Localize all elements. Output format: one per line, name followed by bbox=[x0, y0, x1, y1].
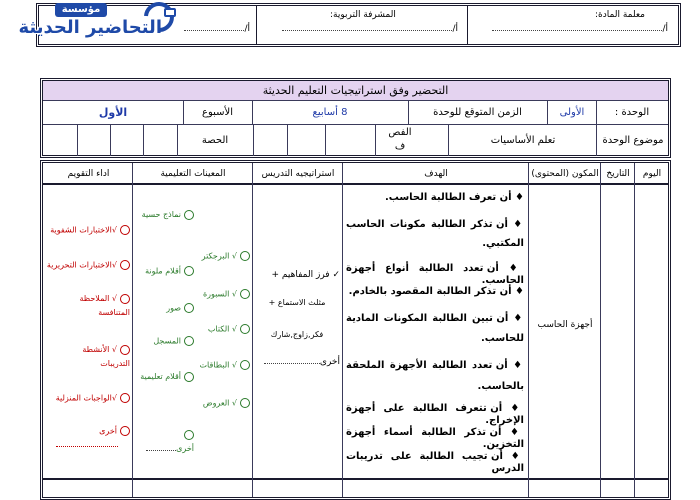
goal-item: ♦ أن تذكر الطالبة مكونات الحاسب المكتبي. bbox=[346, 219, 524, 249]
checkbox-icon[interactable] bbox=[240, 251, 250, 261]
aid-item: √ العروض bbox=[196, 398, 250, 408]
goal-item: ♦ أن تبين الطالبة المكونات المادية للحاسب. bbox=[346, 313, 525, 344]
info-row2-div7 bbox=[177, 125, 178, 156]
checkbox-icon[interactable] bbox=[240, 398, 250, 408]
third-sign: أ/ bbox=[175, 24, 250, 34]
time-value: 8 أسابيع bbox=[312, 107, 348, 118]
strategy-other: أخرى bbox=[258, 357, 340, 367]
strategy-item: ✓ فرز المفاهيم + bbox=[271, 270, 340, 280]
goal-item: ♦ أن تعدد الطالبة الأجهزة الملحقة بالحاسب. bbox=[346, 360, 524, 392]
teacher-sign: أ/ bbox=[478, 24, 668, 34]
unit-label: الوحدة : bbox=[614, 107, 650, 118]
logo-icon bbox=[140, 2, 178, 34]
info-row2-div1 bbox=[596, 125, 597, 156]
assessment-item: √الواجبات المنزلية bbox=[46, 393, 130, 403]
aid-item: أخرى bbox=[140, 428, 194, 456]
checkbox-icon[interactable] bbox=[240, 289, 250, 299]
aid-item: نماذج حسية bbox=[140, 208, 194, 222]
checkbox-icon[interactable] bbox=[184, 372, 194, 382]
goal-item: ♦ أن تعرف الطالبة الحاسب. bbox=[384, 192, 524, 203]
info-row2-div8 bbox=[143, 125, 144, 156]
col-div-4 bbox=[342, 163, 343, 497]
class-label-2: ف bbox=[394, 141, 406, 152]
period-label: الحصة bbox=[201, 135, 229, 146]
header-goal: الهدف bbox=[424, 169, 448, 179]
assessment-item: √ الملاحظة المتنافسة bbox=[79, 294, 130, 317]
goal-item: ♦ أن تذكر الطالبة أسماء أجهزة التخزين. bbox=[346, 427, 524, 450]
goal-item: ♦ أن تعدد الطالبة أنواع أجهزة الحاسب. bbox=[346, 263, 524, 286]
header-assessment: اداء التقويم bbox=[67, 169, 110, 179]
goal-item: ♦ أن تجيب الطالبة على تدريبات الدرس bbox=[346, 451, 524, 474]
info-row1-div4 bbox=[252, 101, 253, 125]
checkbox-icon[interactable] bbox=[184, 430, 194, 440]
checkbox-icon[interactable] bbox=[120, 294, 130, 304]
checkbox-icon[interactable] bbox=[120, 393, 130, 403]
info-row2-div10 bbox=[77, 125, 78, 156]
checkbox-icon[interactable] bbox=[120, 260, 130, 270]
time-label: الزمن المتوقع للوحدة bbox=[433, 107, 522, 118]
info-row2-div2 bbox=[448, 125, 449, 156]
aid-item: √ البطاقات bbox=[196, 360, 250, 370]
info-row2-div4 bbox=[325, 125, 326, 156]
header-strategy: استراتيجيه التدريس bbox=[261, 169, 335, 179]
logo-line1: مؤسسة bbox=[61, 4, 101, 15]
top-divider-2 bbox=[467, 5, 468, 45]
checkbox-icon[interactable] bbox=[184, 336, 194, 346]
topic-value: تعلم الأساسيات bbox=[490, 135, 556, 146]
info-row2-div6 bbox=[253, 125, 254, 156]
checkbox-icon[interactable] bbox=[120, 345, 130, 355]
topic-label: موضوع الوحدة bbox=[602, 135, 664, 146]
top-divider-1 bbox=[256, 5, 257, 45]
info-row1-div2 bbox=[547, 101, 548, 125]
header-day: اليوم bbox=[642, 169, 662, 179]
checkbox-icon[interactable] bbox=[184, 210, 194, 220]
aid-item: √ البرجكتر bbox=[196, 251, 250, 261]
header-aids: المعينات التعليمية bbox=[160, 169, 226, 179]
aid-item: أقلام تعليمية bbox=[140, 370, 194, 384]
assessment-item: √الاختبارات التحريرية bbox=[46, 260, 130, 270]
col-div-2 bbox=[600, 163, 601, 497]
logo-line2: التحاضير الحديثة bbox=[18, 17, 162, 38]
aid-item: √ السبورة bbox=[196, 289, 250, 299]
info-row2-div5 bbox=[287, 125, 288, 156]
strategy-item: فكر,زاوج,شارك bbox=[270, 330, 324, 339]
header-component: المكون (المحتوى) bbox=[531, 169, 599, 179]
supervisor-sign: أ/ bbox=[268, 24, 458, 34]
col-div-1 bbox=[634, 163, 635, 497]
checkbox-icon[interactable] bbox=[240, 360, 250, 370]
aid-item: أقلام ملونة bbox=[140, 266, 194, 276]
unit-value: الأولى bbox=[559, 107, 585, 118]
col-div-3 bbox=[528, 163, 529, 497]
aid-item: صور bbox=[140, 303, 194, 313]
col-div-5 bbox=[252, 163, 253, 497]
footer-row-line bbox=[43, 478, 668, 480]
week-value: الأول bbox=[98, 106, 128, 119]
info-row1-div3 bbox=[408, 101, 409, 125]
col-div-6 bbox=[132, 163, 133, 497]
header-date: التاريخ bbox=[606, 169, 630, 179]
strategy-item: مثلث الاستماع + bbox=[268, 298, 326, 307]
page-title: التحضير وفق استراتيجيات التعليم الحديثة bbox=[262, 84, 449, 97]
info-row1-div5 bbox=[183, 101, 184, 125]
supervisor-label: المشرفة التربوية: bbox=[330, 10, 396, 20]
assessment-item: √الاختبارات الشفوية bbox=[46, 225, 130, 235]
goal-item: ♦ أن تذكر الطالبة المقصود بالخادم. bbox=[348, 286, 524, 297]
info-row1-div1 bbox=[596, 101, 597, 125]
class-label: الفص bbox=[388, 127, 412, 138]
teacher-label: معلمة المادة: bbox=[595, 10, 645, 20]
checkbox-icon[interactable] bbox=[120, 225, 130, 235]
assessment-other-line bbox=[56, 446, 118, 447]
checkbox-icon[interactable] bbox=[120, 426, 130, 436]
assessment-item: √ الأنشطة التدريبات bbox=[82, 345, 130, 368]
checkbox-icon[interactable] bbox=[240, 324, 250, 334]
week-label: الأسبوع bbox=[201, 107, 233, 118]
info-row2-div9 bbox=[110, 125, 111, 156]
checkbox-icon[interactable] bbox=[184, 266, 194, 276]
info-row2-div3 bbox=[375, 125, 376, 156]
assessment-item: أخرى bbox=[46, 426, 130, 436]
checkbox-icon[interactable] bbox=[184, 303, 194, 313]
logo bbox=[0, 0, 180, 42]
aid-item: المسجل bbox=[140, 336, 194, 346]
aid-item: √ الكتاب bbox=[196, 324, 250, 334]
component-value: أجهزة الحاسب bbox=[537, 320, 593, 330]
goal-item: ♦ أن تتعرف الطالبة على أجهزة الإخراج. bbox=[346, 403, 524, 426]
